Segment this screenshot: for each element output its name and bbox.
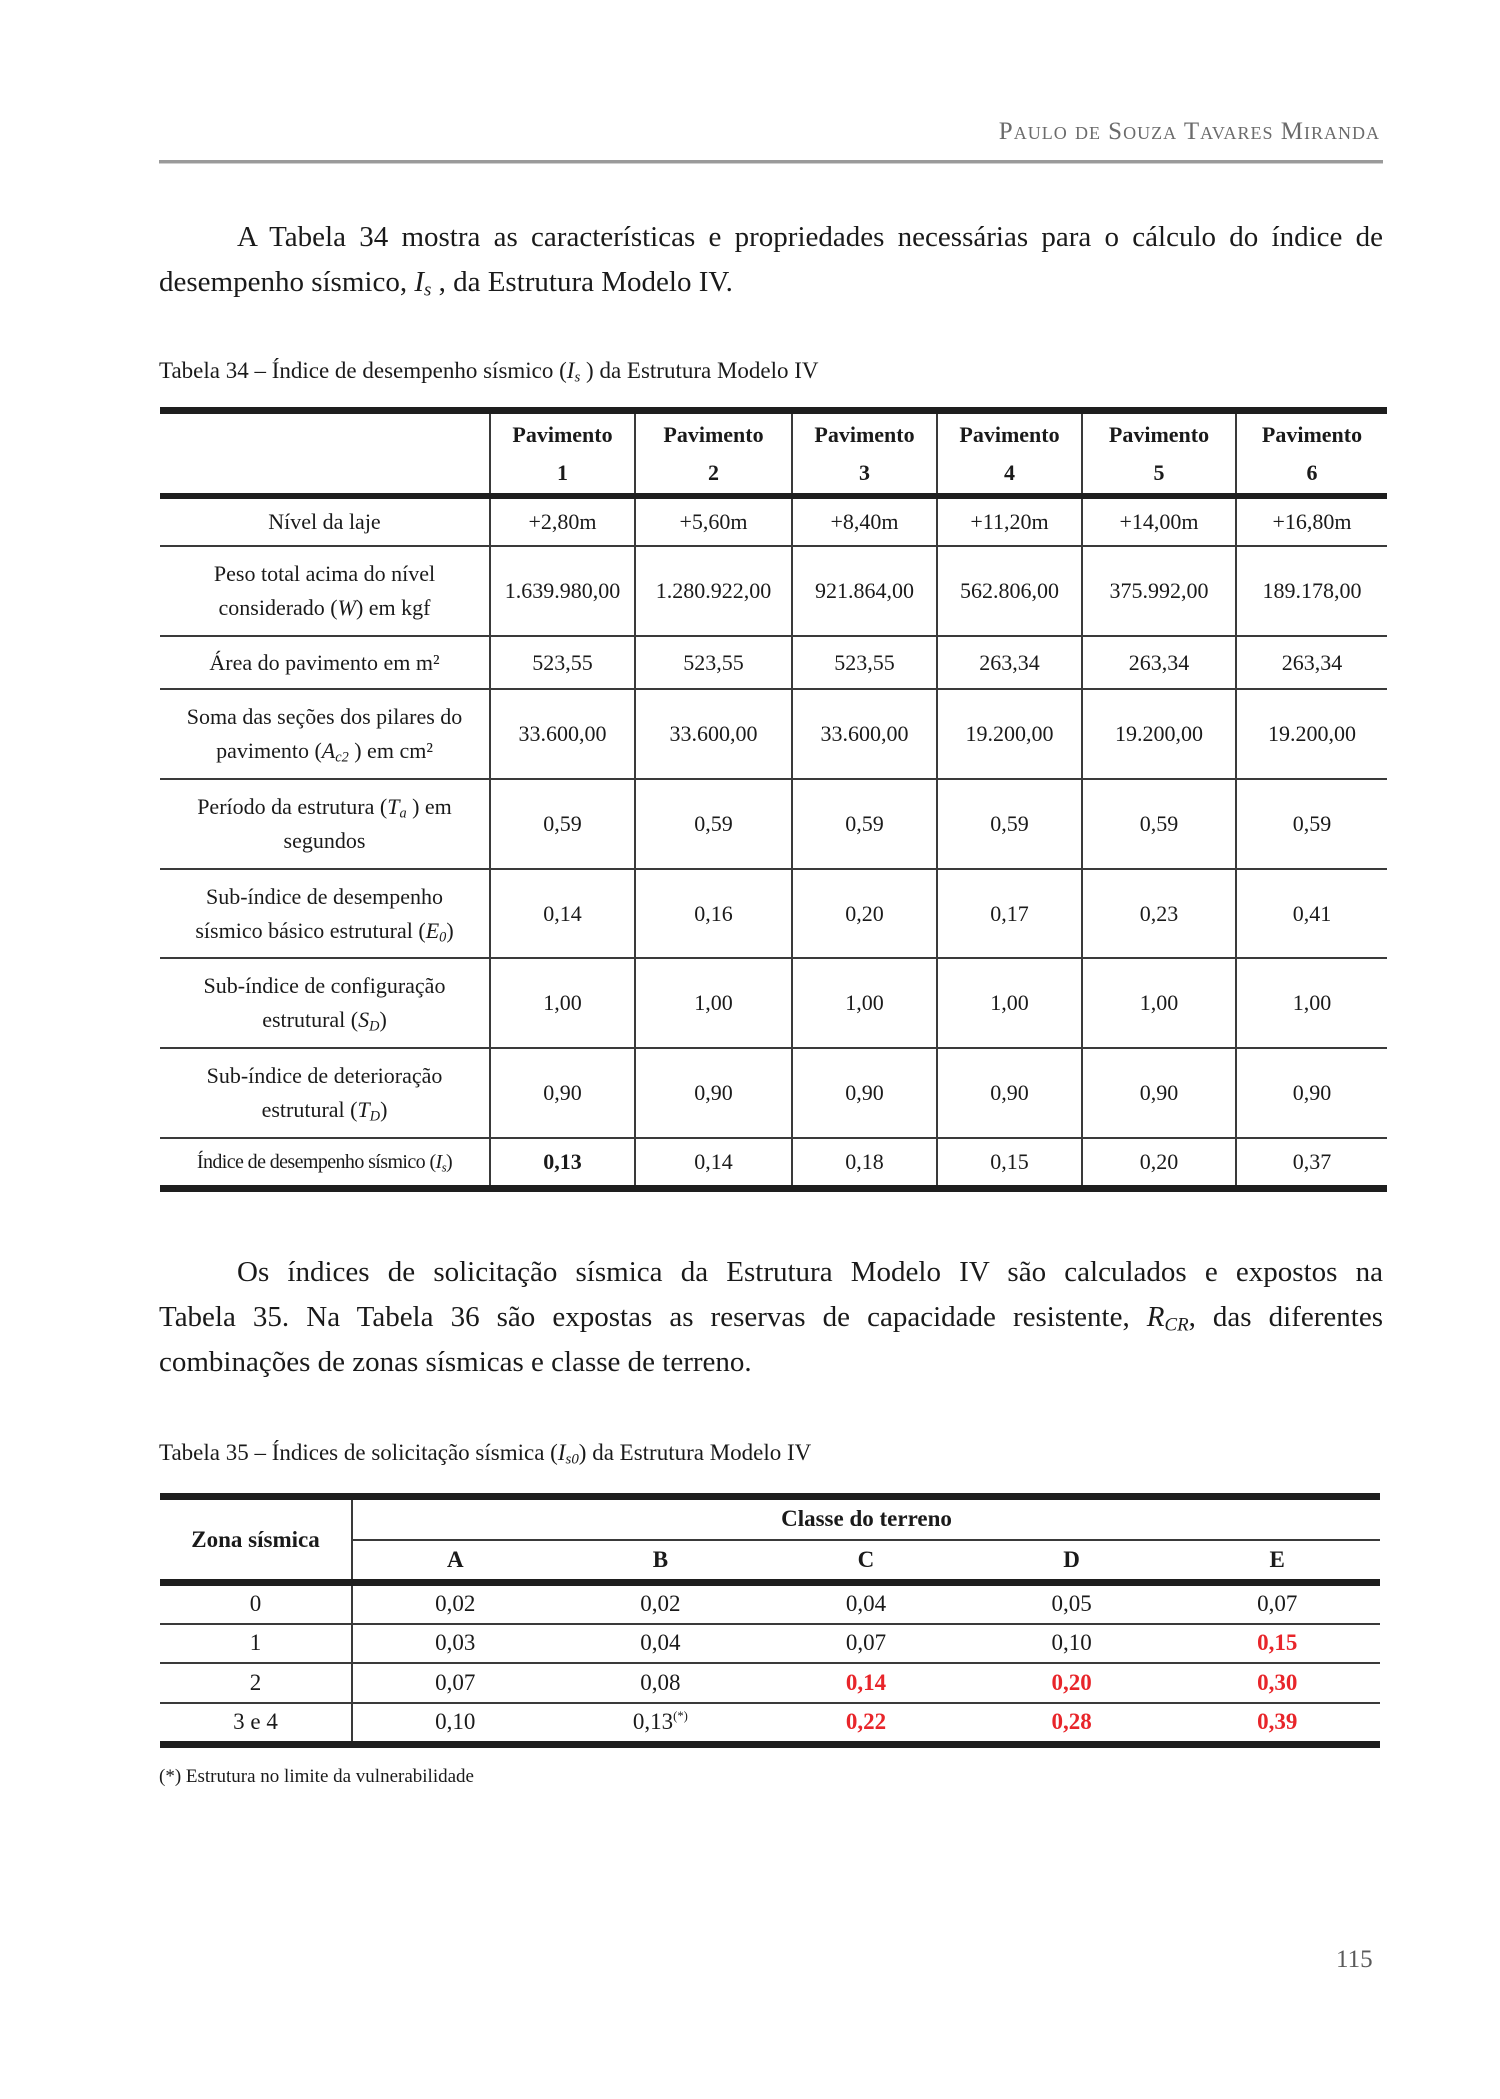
- row-label: Índice de desempenho sísmico $(I_s)$: [196, 1150, 453, 1174]
- table-cell-highlighted: 0,28: [1051, 1709, 1092, 1735]
- row-label: Sub-índice de desempenho sísmico básico estrutural $(E_0)$: [195, 883, 454, 946]
- table-cell: 0,03: [435, 1630, 476, 1655]
- symbol-rcr: $R_{CR}$: [1146, 1301, 1189, 1336]
- table-cell: 0,90: [937, 1048, 1082, 1138]
- table-cell: 0,90: [490, 1048, 635, 1138]
- table-cell: 0,10: [435, 1709, 476, 1735]
- table-cell-highlighted: 0,20: [1051, 1669, 1092, 1695]
- row-label: Período da estrutura ($T_a$ ) em segundos: [197, 794, 452, 853]
- table-cell: 0,04: [845, 1591, 887, 1617]
- paragraph-2: [159, 1250, 1383, 1385]
- table-cell: 1.280.922,00: [635, 546, 792, 636]
- page-number: 115: [1336, 1946, 1373, 1973]
- table-cell: 0,14: [490, 869, 635, 958]
- symbol-is: $I_s$: [414, 266, 432, 301]
- soil-class-a-header: A: [446, 1546, 464, 1572]
- paragraph-1: [159, 215, 1383, 305]
- table-cell: 0,59: [1082, 779, 1236, 869]
- paragraph-2-line-2-end: , das diferentes: [1188, 1301, 1383, 1333]
- table-row-is: [160, 1138, 1387, 1188]
- table-cell: 19.200,00: [937, 689, 1082, 779]
- table-cell: 0,15: [937, 1138, 1082, 1188]
- table-cell: +11,20m: [937, 496, 1082, 546]
- table-cell: 0,41: [1236, 869, 1387, 958]
- soil-class-e-header: E: [1269, 1546, 1285, 1572]
- table-cell: 0,04: [640, 1630, 681, 1655]
- table-cell: 33.600,00: [792, 689, 937, 779]
- soil-class-c-header: C: [857, 1546, 875, 1572]
- paragraph-2-line-3: combinações de zonas sísmicas e classe de terreno.: [159, 1346, 752, 1378]
- paragraph-2-line-1: Os índices de solicitação sísmica da Estrutura Modelo IV são calculados e expostos na: [237, 1256, 1383, 1288]
- soil-class-group-header: Classe do terreno: [352, 1497, 1380, 1540]
- row-label: Soma das seções dos pilares do pavimento ($A_{c2}$ ) em cm²: [186, 704, 463, 766]
- table-cell: 921.864,00: [792, 546, 937, 636]
- table-cell: 0,59: [490, 779, 635, 869]
- table-cell: 1,00: [1082, 958, 1236, 1048]
- table-cell: 0,17: [937, 869, 1082, 958]
- table-cell: 1,00: [490, 958, 635, 1048]
- table-cell: 0,59: [635, 779, 792, 869]
- table-34-header-row: [160, 411, 1387, 497]
- table-34-caption: Tabela 34 – Índice de desempenho sísmico ($I_s$ ) da Estrutura Modelo IV: [159, 358, 819, 386]
- table-cell: 0,37: [1236, 1138, 1387, 1188]
- table-cell: 1,00: [1236, 958, 1387, 1048]
- table-cell: 0,20: [1082, 1138, 1236, 1188]
- table-row-soma-secoes-pilares: [160, 689, 1387, 779]
- table-cell: 263,34: [1082, 636, 1236, 689]
- table-35-header-row-1: [160, 1497, 1380, 1540]
- table-cell: 0,59: [937, 779, 1082, 869]
- table-cell: 0,07: [845, 1630, 887, 1655]
- table-cell-highlighted: 0,22: [845, 1709, 887, 1735]
- table-cell: +8,40m: [792, 496, 937, 546]
- table-row-peso-total: [160, 546, 1387, 636]
- column-header-pavimento-4: Pavimento 4: [937, 411, 1082, 497]
- table-row: [160, 1663, 1380, 1703]
- footnote-mark: (*): [673, 1709, 688, 1724]
- table-cell-highlighted: 0,13: [490, 1138, 635, 1188]
- table-cell: 0,90: [1082, 1048, 1236, 1138]
- table-row-periodo-estrutura: [160, 779, 1387, 869]
- row-label: Peso total acima do nível considerado (W) em kgf: [213, 561, 436, 620]
- table-cell: 0,23: [1082, 869, 1236, 958]
- paragraph-1-line-1: A Tabela 34 mostra as características e propriedades necessárias para o cálculo do índice de: [237, 221, 1383, 253]
- table-cell: +5,60m: [635, 496, 792, 546]
- zone-cell: 3 e 4: [160, 1703, 352, 1745]
- row-label: Área do pavimento em m²: [209, 649, 440, 675]
- table-cell: +14,00m: [1082, 496, 1236, 546]
- table-cell-highlighted: 0,14: [845, 1669, 887, 1695]
- table-cell: 1,00: [792, 958, 937, 1048]
- table-cell: 0,59: [792, 779, 937, 869]
- table-cell: +16,80m: [1236, 496, 1387, 546]
- table-cell: 0,10: [1051, 1630, 1092, 1655]
- soil-class-d-header: D: [1063, 1546, 1080, 1572]
- table-cell: 189.178,00: [1236, 546, 1387, 636]
- table-cell: 0,07: [1257, 1591, 1298, 1617]
- table-cell: 0,07: [435, 1669, 476, 1695]
- table-cell-highlighted: 0,30: [1257, 1669, 1298, 1695]
- table-cell: 0,20: [792, 869, 937, 958]
- table-cell: 263,34: [1236, 636, 1387, 689]
- table-35-footnote: (*) Estrutura no limite da vulnerabilidade: [159, 1766, 474, 1787]
- table-row-sd: [160, 958, 1387, 1048]
- table-cell: +2,80m: [490, 496, 635, 546]
- table-cell: 0,08: [640, 1669, 681, 1695]
- table-row-nivel-laje: [160, 496, 1387, 546]
- column-header-pavimento-6: Pavimento 6: [1236, 411, 1387, 497]
- table-row: [160, 1703, 1380, 1745]
- header-rule: [159, 160, 1383, 164]
- table-cell: 0,05: [1051, 1591, 1092, 1617]
- table-cell: 33.600,00: [635, 689, 792, 779]
- table-cell: 0,18: [792, 1138, 937, 1188]
- zone-header: Zona sísmica: [160, 1497, 352, 1583]
- table-cell: 562.806,00: [937, 546, 1082, 636]
- paragraph-2-line-2: Tabela 35. Na Tabela 36 são expostas as reservas de capacidade resistente,: [159, 1301, 1147, 1333]
- table-35-caption: Tabela 35 – Índices de solicitação sísmica $(I_{s0})$ da Estrutura Modelo IV: [159, 1440, 812, 1468]
- column-header-pavimento-3: Pavimento 3: [792, 411, 937, 497]
- table-row-area-pavimento: [160, 636, 1387, 689]
- table-cell: 1,00: [635, 958, 792, 1048]
- running-head: Paulo de Souza Tavares Miranda: [998, 118, 1380, 145]
- zone-cell: 0: [160, 1583, 352, 1624]
- table-cell: 0,14: [635, 1138, 792, 1188]
- table-row-td: [160, 1048, 1387, 1138]
- row-label: Sub-índice de deterioração estrutural $(T_D)$: [206, 1063, 443, 1125]
- table-cell: 0,16: [635, 869, 792, 958]
- column-header-pavimento-5: Pavimento 5: [1082, 411, 1236, 497]
- table-cell: 19.200,00: [1236, 689, 1387, 779]
- table-cell: 19.200,00: [1082, 689, 1236, 779]
- table-cell: 523,55: [490, 636, 635, 689]
- table-cell-highlighted: 0,15: [1257, 1630, 1298, 1655]
- paragraph-1-line-2-end: , da Estrutura Modelo IV.: [431, 266, 733, 298]
- table-cell: 0,13(*): [632, 1709, 688, 1735]
- table-cell: 523,55: [792, 636, 937, 689]
- table-row: [160, 1624, 1380, 1663]
- zone-cell: 1: [160, 1624, 352, 1663]
- table-34: [160, 407, 1387, 1192]
- table-cell: 263,34: [937, 636, 1082, 689]
- table-35: [160, 1493, 1380, 1748]
- table-cell: 0,02: [435, 1591, 476, 1617]
- table-row: [160, 1583, 1380, 1624]
- table-34-corner-cell: [160, 411, 490, 497]
- table-cell: 0,90: [792, 1048, 937, 1138]
- table-cell-highlighted: 0,39: [1257, 1709, 1298, 1735]
- table-cell: 0,02: [640, 1591, 681, 1617]
- table-cell: 1,00: [937, 958, 1082, 1048]
- table-cell: 0,90: [635, 1048, 792, 1138]
- table-cell: 0,90: [1236, 1048, 1387, 1138]
- table-cell: 1.639.980,00: [490, 546, 635, 636]
- paragraph-1-line-2: desempenho sísmico,: [159, 266, 415, 298]
- row-label: Sub-índice de configuração estrutural $(S_D)$: [203, 973, 446, 1035]
- soil-class-b-header: B: [652, 1546, 669, 1572]
- table-cell: 33.600,00: [490, 689, 635, 779]
- table-cell: 375.992,00: [1082, 546, 1236, 636]
- table-cell: 523,55: [635, 636, 792, 689]
- zone-cell: 2: [160, 1663, 352, 1703]
- table-row-e0: [160, 869, 1387, 958]
- column-header-pavimento-1: Pavimento 1: [490, 411, 635, 497]
- row-label: Nível da laje: [268, 509, 381, 534]
- table-cell: 0,59: [1236, 779, 1387, 869]
- column-header-pavimento-2: Pavimento 2: [635, 411, 792, 497]
